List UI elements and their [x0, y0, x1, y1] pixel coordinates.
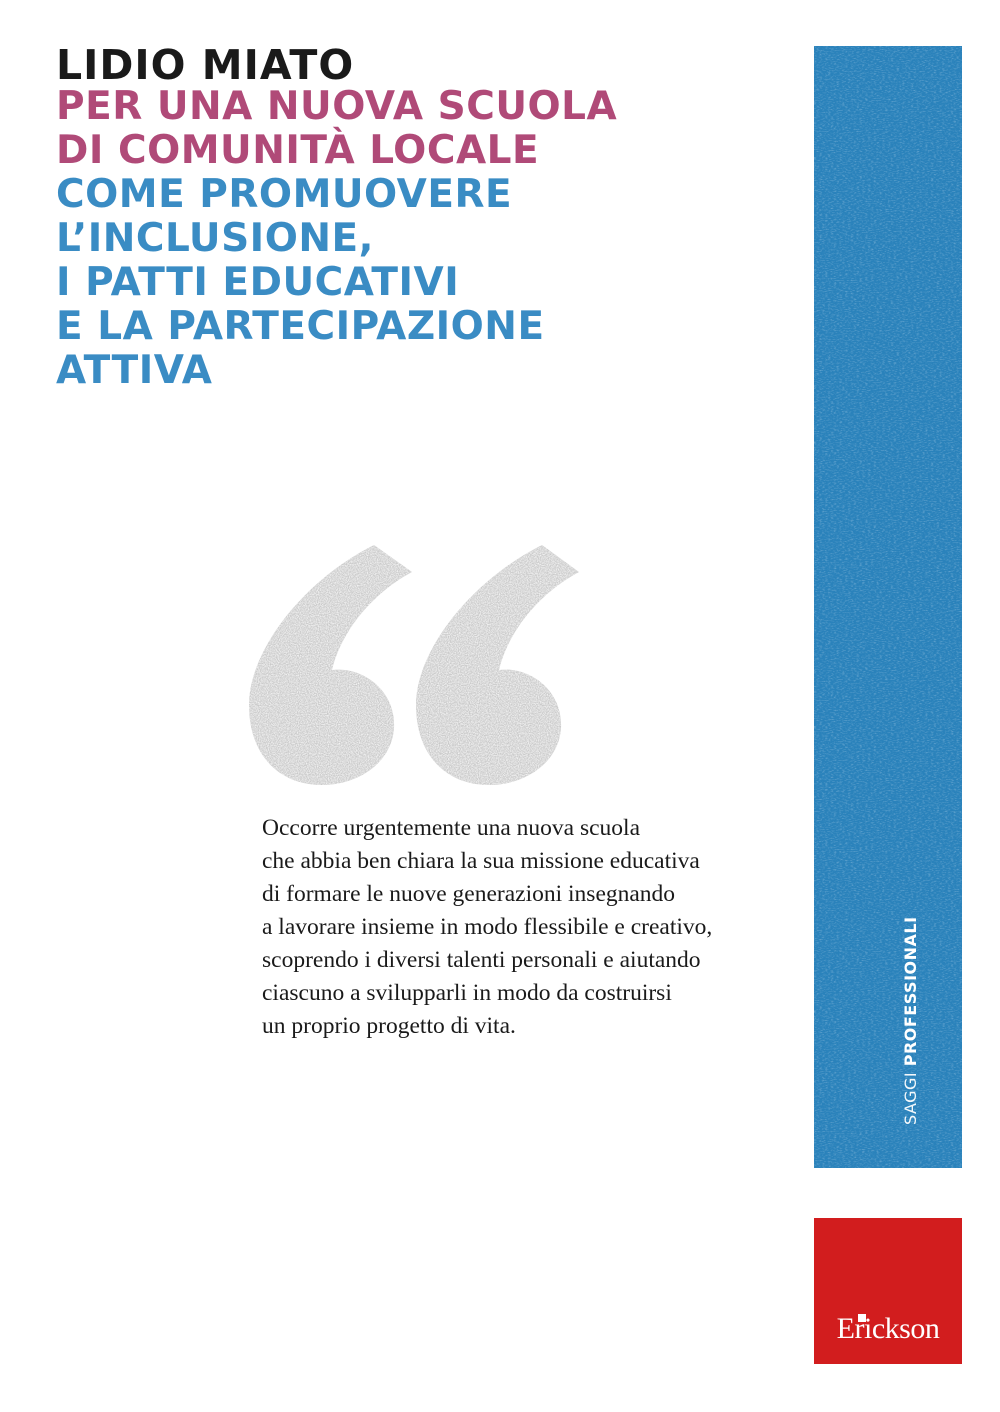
series-prefix: SAGGI — [901, 1071, 920, 1125]
title-line: PER UNA NUOVA SCUOLA — [56, 84, 618, 129]
publisher-box — [814, 1218, 962, 1364]
subtitle-line: L’INCLUSIONE, — [56, 216, 374, 261]
book-subtitle — [56, 173, 545, 393]
series-label — [900, 916, 922, 1125]
author-name: LIDIO MIATO — [56, 41, 355, 89]
publisher-name: Erickson — [836, 1312, 940, 1345]
quote-text — [262, 812, 762, 1043]
subtitle-line: COME PROMUOVERE — [56, 172, 513, 217]
subtitle-line: E LA PARTECIPAZIONE — [56, 304, 545, 349]
series-name: PROFESSIONALI — [901, 916, 920, 1067]
quote-line: a lavorare insieme in modo flessibile e creativo, — [262, 914, 713, 940]
book-title — [56, 85, 617, 173]
series-band — [814, 46, 962, 1168]
open-double-quote-icon — [244, 540, 584, 790]
quote-line: di formare le nuove generazioni insegnando — [262, 881, 676, 907]
quote-line: Occorre urgentemente una nuova scuola — [262, 815, 641, 841]
quote-line: che abbia ben chiara la sua missione educativa — [262, 848, 700, 874]
subtitle-line: ATTIVA — [56, 348, 213, 393]
subtitle-line: I PATTI EDUCATIVI — [56, 260, 460, 305]
quote-line: ciascuno a svilupparli in modo da costruirsi — [262, 980, 672, 1006]
quote-line: scoprendo i diversi talenti personali e aiutando — [262, 947, 701, 973]
title-line: DI COMUNITÀ LOCALE — [56, 128, 540, 173]
quote-line: un proprio progetto di vita. — [262, 1013, 516, 1039]
